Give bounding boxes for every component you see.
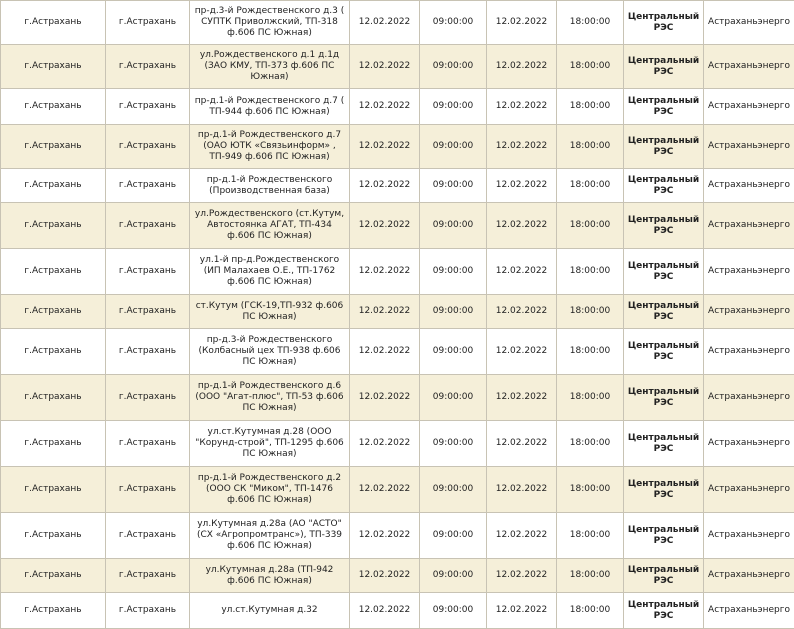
res-cell: Центральный РЭС: [624, 329, 704, 375]
city-cell: г.Астрахань: [1, 45, 106, 89]
table-row: [1, 559, 794, 593]
start-date-cell: 12.02.2022: [350, 329, 420, 375]
city-cell: г.Астрахань: [1, 169, 106, 203]
start-date-cell: 12.02.2022: [350, 125, 420, 169]
start-date-cell: 12.02.2022: [350, 593, 420, 629]
company-cell: Астраханьэнерго: [704, 1, 794, 45]
address-cell: ст.Кутум (ГСК-19,ТП-932 ф.606 ПС Южная): [190, 295, 350, 329]
settlement-cell: г.Астрахань: [106, 1, 190, 45]
table-row: [1, 329, 794, 375]
city-cell: г.Астрахань: [1, 559, 106, 593]
settlement-cell: г.Астрахань: [106, 593, 190, 629]
res-cell: Центральный РЭС: [624, 203, 704, 249]
table-row: [1, 125, 794, 169]
res-cell: Центральный РЭС: [624, 559, 704, 593]
res-cell: Центральный РЭС: [624, 1, 704, 45]
res-cell: Центральный РЭС: [624, 295, 704, 329]
end-date-cell: 12.02.2022: [487, 89, 557, 125]
end-time-cell: 18:00:00: [557, 45, 624, 89]
end-date-cell: 12.02.2022: [487, 249, 557, 295]
res-cell: Центральный РЭС: [624, 89, 704, 125]
end-date-cell: 12.02.2022: [487, 45, 557, 89]
start-date-cell: 12.02.2022: [350, 559, 420, 593]
end-time-cell: 18:00:00: [557, 89, 624, 125]
start-time-cell: 09:00:00: [420, 513, 487, 559]
end-date-cell: 12.02.2022: [487, 559, 557, 593]
city-cell: г.Астрахань: [1, 295, 106, 329]
company-cell: Астраханьэнерго: [704, 421, 794, 467]
start-time-cell: 09:00:00: [420, 467, 487, 513]
end-time-cell: 18:00:00: [557, 169, 624, 203]
table-row: [1, 89, 794, 125]
start-date-cell: 12.02.2022: [350, 89, 420, 125]
company-cell: Астраханьэнерго: [704, 375, 794, 421]
table-row: [1, 203, 794, 249]
table-row: [1, 421, 794, 467]
address-cell: пр-д.3-й Рождественского (Колбасный цех ТП-938 ф.606 ПС Южная): [190, 329, 350, 375]
company-cell: Астраханьэнерго: [704, 593, 794, 629]
company-cell: Астраханьэнерго: [704, 169, 794, 203]
start-time-cell: 09:00:00: [420, 375, 487, 421]
city-cell: г.Астрахань: [1, 375, 106, 421]
settlement-cell: г.Астрахань: [106, 421, 190, 467]
company-cell: Астраханьэнерго: [704, 89, 794, 125]
start-time-cell: 09:00:00: [420, 295, 487, 329]
start-date-cell: 12.02.2022: [350, 467, 420, 513]
company-cell: Астраханьэнерго: [704, 45, 794, 89]
start-time-cell: 09:00:00: [420, 125, 487, 169]
end-time-cell: 18:00:00: [557, 203, 624, 249]
res-cell: Центральный РЭС: [624, 375, 704, 421]
table-row: [1, 375, 794, 421]
res-cell: Центральный РЭС: [624, 421, 704, 467]
table-row: [1, 513, 794, 559]
address-cell: ул.Кутумная д.28а (АО "АСТО" (СХ «Агропромтранс»), ТП-339 ф.606 ПС Южная): [190, 513, 350, 559]
table-row: [1, 593, 794, 629]
city-cell: г.Астрахань: [1, 203, 106, 249]
start-time-cell: 09:00:00: [420, 45, 487, 89]
end-date-cell: 12.02.2022: [487, 1, 557, 45]
start-time-cell: 09:00:00: [420, 89, 487, 125]
address-cell: ул.ст.Кутумная д.28 (ООО "Корунд-строй", ТП-1295 ф.606 ПС Южная): [190, 421, 350, 467]
address-cell: ул.Рождественского (ст.Кутум, Автостоянка АГАТ, ТП-434 ф.606 ПС Южная): [190, 203, 350, 249]
company-cell: Астраханьэнерго: [704, 329, 794, 375]
start-date-cell: 12.02.2022: [350, 513, 420, 559]
end-date-cell: 12.02.2022: [487, 203, 557, 249]
end-time-cell: 18:00:00: [557, 559, 624, 593]
start-time-cell: 09:00:00: [420, 329, 487, 375]
end-date-cell: 12.02.2022: [487, 421, 557, 467]
table-row: [1, 45, 794, 89]
city-cell: г.Астрахань: [1, 467, 106, 513]
company-cell: Астраханьэнерго: [704, 249, 794, 295]
address-cell: ул.1-й пр-д.Рождественского (ИП Малахаев О.Е., ТП-1762 ф.606 ПС Южная): [190, 249, 350, 295]
settlement-cell: г.Астрахань: [106, 45, 190, 89]
settlement-cell: г.Астрахань: [106, 329, 190, 375]
address-cell: ул.Кутумная д.28а (ТП-942 ф.606 ПС Южная): [190, 559, 350, 593]
start-date-cell: 12.02.2022: [350, 421, 420, 467]
city-cell: г.Астрахань: [1, 513, 106, 559]
settlement-cell: г.Астрахань: [106, 89, 190, 125]
address-cell: пр-д.3-й Рождественского д.3 ( СУПТК Приволжский, ТП-318 ф.606 ПС Южная): [190, 1, 350, 45]
end-time-cell: 18:00:00: [557, 593, 624, 629]
end-time-cell: 18:00:00: [557, 125, 624, 169]
city-cell: г.Астрахань: [1, 1, 106, 45]
company-cell: Астраханьэнерго: [704, 513, 794, 559]
start-time-cell: 09:00:00: [420, 559, 487, 593]
start-time-cell: 09:00:00: [420, 421, 487, 467]
settlement-cell: г.Астрахань: [106, 249, 190, 295]
settlement-cell: г.Астрахань: [106, 295, 190, 329]
start-date-cell: 12.02.2022: [350, 375, 420, 421]
city-cell: г.Астрахань: [1, 421, 106, 467]
res-cell: Центральный РЭС: [624, 125, 704, 169]
settlement-cell: г.Астрахань: [106, 513, 190, 559]
company-cell: Астраханьэнерго: [704, 559, 794, 593]
city-cell: г.Астрахань: [1, 125, 106, 169]
end-date-cell: 12.02.2022: [487, 125, 557, 169]
city-cell: г.Астрахань: [1, 593, 106, 629]
address-cell: пр-д.1-й Рождественского д.6 (ООО "Агат-плюс", ТП-53 ф.606 ПС Южная): [190, 375, 350, 421]
settlement-cell: г.Астрахань: [106, 375, 190, 421]
settlement-cell: г.Астрахань: [106, 559, 190, 593]
start-time-cell: 09:00:00: [420, 249, 487, 295]
res-cell: Центральный РЭС: [624, 513, 704, 559]
company-cell: Астраханьэнерго: [704, 295, 794, 329]
address-cell: пр-д.1-й Рождественского (Производственная база): [190, 169, 350, 203]
table-row: [1, 467, 794, 513]
res-cell: Центральный РЭС: [624, 249, 704, 295]
end-date-cell: 12.02.2022: [487, 513, 557, 559]
end-time-cell: 18:00:00: [557, 513, 624, 559]
end-time-cell: 18:00:00: [557, 375, 624, 421]
start-time-cell: 09:00:00: [420, 1, 487, 45]
table-row: [1, 169, 794, 203]
table-row: [1, 249, 794, 295]
company-cell: Астраханьэнерго: [704, 203, 794, 249]
table-row: [1, 1, 794, 45]
end-time-cell: 18:00:00: [557, 295, 624, 329]
start-date-cell: 12.02.2022: [350, 169, 420, 203]
start-date-cell: 12.02.2022: [350, 45, 420, 89]
city-cell: г.Астрахань: [1, 249, 106, 295]
end-time-cell: 18:00:00: [557, 467, 624, 513]
res-cell: Центральный РЭС: [624, 169, 704, 203]
end-date-cell: 12.02.2022: [487, 329, 557, 375]
start-time-cell: 09:00:00: [420, 203, 487, 249]
end-time-cell: 18:00:00: [557, 249, 624, 295]
end-date-cell: 12.02.2022: [487, 169, 557, 203]
start-date-cell: 12.02.2022: [350, 1, 420, 45]
start-time-cell: 09:00:00: [420, 593, 487, 629]
end-time-cell: 18:00:00: [557, 421, 624, 467]
table-row: [1, 295, 794, 329]
address-cell: ул.Рождественского д.1 д.1д (ЗАО КМУ, ТП-373 ф.606 ПС Южная): [190, 45, 350, 89]
res-cell: Центральный РЭС: [624, 45, 704, 89]
end-time-cell: 18:00:00: [557, 329, 624, 375]
end-time-cell: 18:00:00: [557, 1, 624, 45]
end-date-cell: 12.02.2022: [487, 295, 557, 329]
res-cell: Центральный РЭС: [624, 593, 704, 629]
address-cell: пр-д.1-й Рождественского д.7 ( ТП-944 ф.606 ПС Южная): [190, 89, 350, 125]
settlement-cell: г.Астрахань: [106, 203, 190, 249]
start-date-cell: 12.02.2022: [350, 249, 420, 295]
settlement-cell: г.Астрахань: [106, 125, 190, 169]
city-cell: г.Астрахань: [1, 89, 106, 125]
address-cell: пр-д.1-й Рождественского д.7 (ОАО ЮТК «Связьинформ» , ТП-949 ф.606 ПС Южная): [190, 125, 350, 169]
city-cell: г.Астрахань: [1, 329, 106, 375]
settlement-cell: г.Астрахань: [106, 467, 190, 513]
end-date-cell: 12.02.2022: [487, 467, 557, 513]
settlement-cell: г.Астрахань: [106, 169, 190, 203]
start-date-cell: 12.02.2022: [350, 203, 420, 249]
start-date-cell: 12.02.2022: [350, 295, 420, 329]
address-cell: пр-д.1-й Рождественского д.2 (ООО СК "Миком", ТП-1476 ф.606 ПС Южная): [190, 467, 350, 513]
company-cell: Астраханьэнерго: [704, 125, 794, 169]
end-date-cell: 12.02.2022: [487, 593, 557, 629]
company-cell: Астраханьэнерго: [704, 467, 794, 513]
start-time-cell: 09:00:00: [420, 169, 487, 203]
res-cell: Центральный РЭС: [624, 467, 704, 513]
address-cell: ул.ст.Кутумная д.32: [190, 593, 350, 629]
end-date-cell: 12.02.2022: [487, 375, 557, 421]
